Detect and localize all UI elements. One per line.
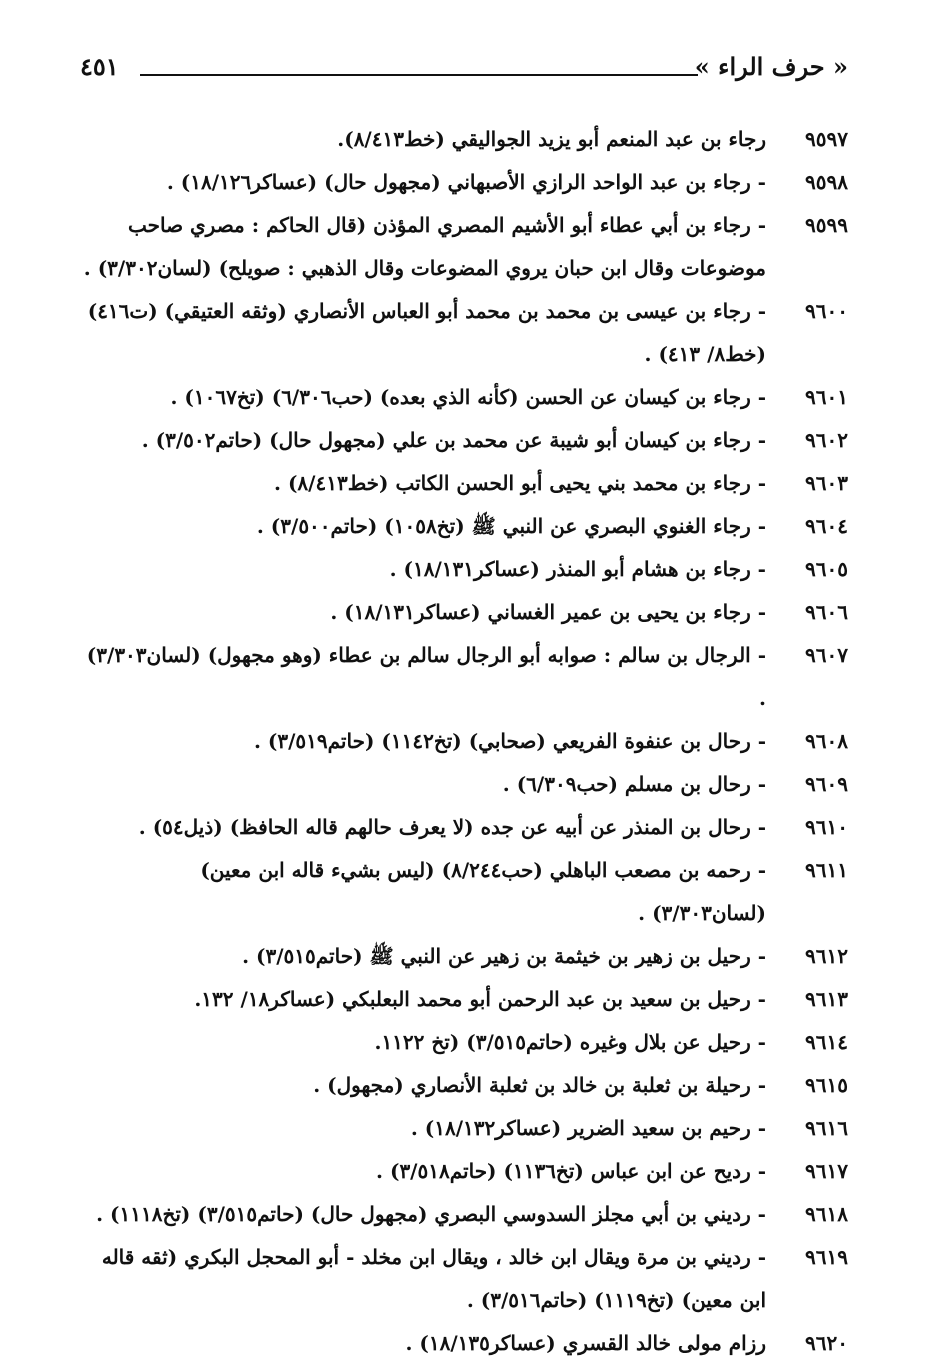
entry-item: [80, 419, 848, 462]
entry-text: - رحال بن المنذر عن أبيه عن جده (لا يعرف حالهم قاله الحافظ) (ذيل٥٤) .: [138, 815, 766, 839]
entry-text: - رحيل بن سعيد بن عبد الرحمن أبو محمد البعلبكي (عساكر١٨/ ١٣٢.: [194, 987, 766, 1011]
entry-item: [80, 1064, 848, 1107]
entry-number: ٩٦٠٢: [805, 428, 848, 452]
entry-item: [80, 376, 848, 419]
entry-text: - رجاء بن عيسى بن محمد بن محمد أبو العباس الأنصاري (وثقه العتيقي) (ت٤١٦) (خط٨/ ٤١٣) .: [87, 299, 766, 366]
entry-item: [80, 161, 848, 204]
entry-text: - الرجال بن سالم : صوابه أبو الرجال سالم بن عطاء (وهو مجهول) (لسان٣/٣٠٣) .: [86, 643, 766, 710]
entry-text: - رحال بن عنفوة الفريعي (صحابي) (تخ١١٤٢) (حاتم٣/٥١٩) .: [253, 729, 766, 753]
entry-number: ٩٦٠٤: [805, 514, 848, 538]
entry-number: ٩٦١٠: [805, 815, 848, 839]
entry-text: - رجاء بن أبي عطاء أبو الأشيم المصري المؤذن (قال الحاكم : مصري صاحب موضوعات وقال ابن حبان يروي المضوعات وقال الذهبي : صويلح) (لسان٣/٣٠٢) .: [83, 213, 766, 280]
entry-item: [80, 204, 848, 290]
entry-number: ٩٦١٦: [805, 1116, 848, 1140]
entry-number: ٩٦١٢: [805, 944, 848, 968]
entry-item: [80, 1150, 848, 1193]
entry-text: - رجاء الغنوي البصري عن النبي ﷺ (تخ١٠٥٨) (حاتم٣/٥٠٠) .: [256, 514, 766, 538]
entry-number: ٩٦٢٠: [805, 1331, 848, 1355]
entry-text: - رجاء بن كيسان عن الحسن (كأنه الذي بعده) (حب٦/٣٠٦) (تخ١٠٦٧) .: [170, 385, 766, 409]
entry-text: رزام مولى خالد القسري (عساكر١٨/١٣٥) .: [405, 1331, 766, 1355]
entry-number: ٩٦١٧: [805, 1159, 848, 1183]
entry-number: ٩٦٠٣: [805, 471, 848, 495]
entry-item: [80, 548, 848, 591]
entry-item: [80, 935, 848, 978]
entry-text: - رجاء بن محمد بني يحيى أبو الحسن الكاتب (خط٨/٤١٣) .: [274, 471, 766, 495]
page-number: ٤٥١: [80, 52, 119, 81]
entry-item: [80, 849, 848, 935]
entry-list: [80, 118, 848, 1365]
entry-number: ٩٦٠٦: [805, 600, 848, 624]
page-header: [80, 52, 848, 92]
header-rule: [140, 74, 698, 76]
entry-text: - رديني بن مرة ويقال ابن خالد ، ويقال ابن مخلد - أبو المحجل البكري (ثقه قاله ابن معين) (تخ١١١٩) (حاتم٣/٥١٦) .: [101, 1245, 766, 1312]
entry-text: - رجاء بن عبد الواحد الرازي الأصبهاني (مجهول حال) (عساكر١٨/١٢٦) .: [166, 170, 766, 194]
entry-item: [80, 763, 848, 806]
entry-number: ٩٥٩٨: [805, 170, 848, 194]
chapter-title: « حرف الراء »: [694, 52, 848, 81]
entry-item: [80, 1193, 848, 1236]
entry-text: - رجاء بن كيسان أبو شيبة عن محمد بن علي (مجهول حال) (حاتم٣/٥٠٢) .: [141, 428, 766, 452]
entry-number: ٩٦٠٩: [805, 772, 848, 796]
entry-text: - رجاء بن هشام أبو المنذر (عساكر١٨/١٣١) .: [389, 557, 766, 581]
entry-text: - رحال بن مسلم (حب٦/٣٠٩) .: [502, 772, 766, 796]
entry-number: ٩٦٠٠: [805, 299, 848, 323]
entry-item: [80, 1021, 848, 1064]
entry-item: [80, 1236, 848, 1322]
entry-item: [80, 1322, 848, 1365]
entry-text: - رحيل بن زهير بن خيثمة بن زهير عن النبي ﷺ (حاتم٣/٥١٥) .: [242, 944, 766, 968]
entry-number: ٩٦٠٨: [805, 729, 848, 753]
entry-item: [80, 720, 848, 763]
entry-text: - رحيم بن سعيد الضرير (عساكر١٨/١٣٢) .: [410, 1116, 766, 1140]
entry-text: - رديح عن ابن عباس (تخ١١٣٦) (حاتم٣/٥١٨) .: [376, 1159, 766, 1183]
entry-item: [80, 806, 848, 849]
entry-item: [80, 462, 848, 505]
entry-number: ٩٦٠٧: [805, 643, 848, 667]
entry-number: ٩٦١٤: [805, 1030, 848, 1054]
entry-number: ٩٦١٥: [805, 1073, 848, 1097]
entry-text: - رديني بن أبي مجلز السدوسي البصري (مجهول حال) (حاتم٣/٥١٥) (تخ١١١٨) .: [96, 1202, 766, 1226]
entry-item: [80, 1107, 848, 1150]
entry-number: ٩٦١٣: [805, 987, 848, 1011]
entry-text: - رحيلة بن ثعلبة بن خالد بن ثعلبة الأنصاري (مجهول) .: [313, 1073, 766, 1097]
entry-text: - رحمه بن مصعب الباهلي (حب٨/٢٤٤) (ليس بشيء قاله ابن معين) (لسان٣/٣٠٣) .: [200, 858, 766, 925]
entry-text: رجاء بن عبد المنعم أبو يزيد الجواليقي (خط٨/٤١٣).: [337, 127, 766, 151]
entry-item: [80, 978, 848, 1021]
entry-item: [80, 591, 848, 634]
entry-number: ٩٥٩٩: [805, 213, 848, 237]
entry-number: ٩٦٠١: [805, 385, 848, 409]
entry-text: - رحيل عن بلال وغيره (حاتم٣/٥١٥) (تخ ١١٢٢.: [374, 1030, 766, 1054]
entry-number: ٩٥٩٧: [805, 127, 848, 151]
entry-number: ٩٦١٩: [805, 1245, 848, 1269]
entry-number: ٩٦١٨: [805, 1202, 848, 1226]
entry-item: [80, 118, 848, 161]
entry-number: ٩٦١١: [805, 858, 848, 882]
entry-item: [80, 634, 848, 720]
entry-item: [80, 290, 848, 376]
entry-text: - رجاء بن يحيى بن عمير الغساني (عساكر١٨/١٣١) .: [330, 600, 766, 624]
entry-number: ٩٦٠٥: [805, 557, 848, 581]
entry-item: [80, 505, 848, 548]
